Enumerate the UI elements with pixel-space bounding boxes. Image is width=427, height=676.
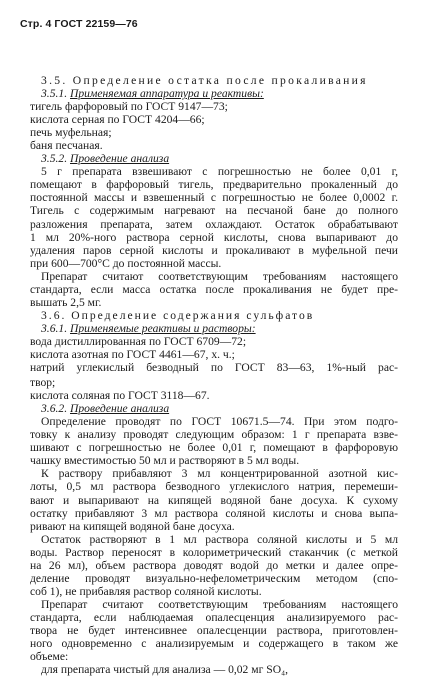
text-line: К раствору прибавляют 3 мл концентрированной азотной кис- [41, 467, 398, 481]
subsection-heading: 3.6.1. Применяемые реактивы и растворы: [41, 321, 256, 335]
text-line: при 600—700°С до постоянной массы. [30, 256, 222, 270]
text-line: чашку вместимостью 50 мл и растворяют в 5 мл воды. [30, 454, 300, 468]
text-line: Препарат считают соответствующим требованиям настоящего [41, 597, 398, 611]
text-line: вают и выпаривают на кипящей водяной бане досуха. К сухому [30, 493, 398, 507]
text-line: 1 мл 20%-ного раствора серной кислоты, снова выпаривают до [30, 230, 398, 244]
text-line: Препарат считают соответствующим требованиям настоящего [41, 269, 398, 283]
text-line: воды. Раствор переносят в колориметрический стаканчик (с меткой [30, 545, 398, 559]
text-line: вышать 2,5 мг. [30, 295, 102, 309]
text-line: разложения препарата, затем охлаждают. Остаток обрабатывают [30, 217, 398, 231]
text-line: постоянной массы и взвешенный с погрешностью не более 0,0002 г. [30, 191, 398, 205]
text-line: объеме: [30, 650, 69, 664]
text-line: ного одновременно с анализируемым и содержащего в таком же [30, 637, 398, 651]
text-line: Тигель с содержимым нагревают на песчаной бане до полного [30, 204, 398, 218]
text-line: лоты, 0,5 мл раствора безводного углекислого натрия, перемеши- [30, 480, 398, 494]
reagent-line: тигель фарфоровый по ГОСТ 9147—73; [30, 100, 228, 114]
text-line: стандарта, если наблюдаемая опалесценция анализируемого рас- [30, 610, 398, 624]
reagent-list [30, 335, 398, 402]
text-line: соб 1), не прибавляя раствор соляной кислоты. [30, 584, 262, 598]
text-line: Остаток растворяют в 1 мл раствора соляной кислоты и 5 мл [41, 532, 398, 546]
section-title: 3.5. Определение остатка после прокаливания [41, 74, 368, 87]
document-body [30, 74, 398, 676]
reagent-line: твор; [30, 376, 56, 390]
analysis-text [30, 165, 398, 309]
subsection-heading: 3.5.2. Проведение анализа [41, 152, 170, 166]
section-title: 3.6. Определение содержания сульфатов [41, 308, 315, 322]
subsection-heading: 3.6.2. Проведение анализа [41, 402, 170, 416]
text-line: для препарата чистый для анализа — 0,02 мг SO₄, [41, 663, 289, 676]
page-header: Стр. 4 ГОСТ 22159—76 [20, 18, 138, 30]
subsection-heading: 3.5.1. Применяемая аппаратура и реактивы: [41, 87, 264, 101]
text-line: шивают с погрешностью не более 0,01 г, помещают в фарфоровую [30, 441, 398, 455]
reagent-line: кислота соляная по ГОСТ 3118—67. [30, 389, 210, 403]
text-line: твора не будет интенсивнее опалесценции раствора, приготовлен- [30, 623, 398, 637]
reagent-line: баня песчаная. [30, 139, 103, 153]
text-line: ривают на кипящей водяной бане досуха. [30, 519, 235, 533]
reagent-line: кислота серная по ГОСТ 4204—66; [30, 113, 205, 127]
text-line: стандарта, если масса остатка после прокаливания не будет пре- [30, 282, 398, 296]
reagent-line: кислота азотная по ГОСТ 4461—67, х. ч.; [30, 347, 235, 361]
text-line: 5 г препарата взвешивают с погрешностью не более 0,01 г, [41, 165, 398, 179]
text-line: деление проводят визуально-нефелометрическим методом (спо- [30, 571, 398, 585]
reagent-line: натрий углекислый безводный по ГОСТ 83—63, 1%-ный рас- [30, 361, 398, 375]
text-line: удаления паров серной кислоты и прокаливают в муфельной печи [30, 243, 398, 257]
text-line: на 26 мл), объем раствора доводят водой до метки и далее опре- [30, 558, 398, 572]
reagent-line: печь муфельная; [30, 126, 112, 140]
text-line: Определение проводят по ГОСТ 10671.5—74. При этом подго- [41, 415, 398, 429]
text-line: товку к анализу проводят следующим образом: 1 г препарата взве- [30, 428, 398, 442]
analysis-text [30, 415, 398, 676]
text-line: остатку прибавляют 3 мл раствора соляной кислоты и снова выпа- [30, 506, 398, 520]
text-line: помещают в фарфоровый тигель, предварительно прокаленный до [30, 178, 398, 192]
reagent-list [30, 100, 398, 152]
reagent-line: вода дистиллированная по ГОСТ 6709—72; [30, 334, 247, 348]
